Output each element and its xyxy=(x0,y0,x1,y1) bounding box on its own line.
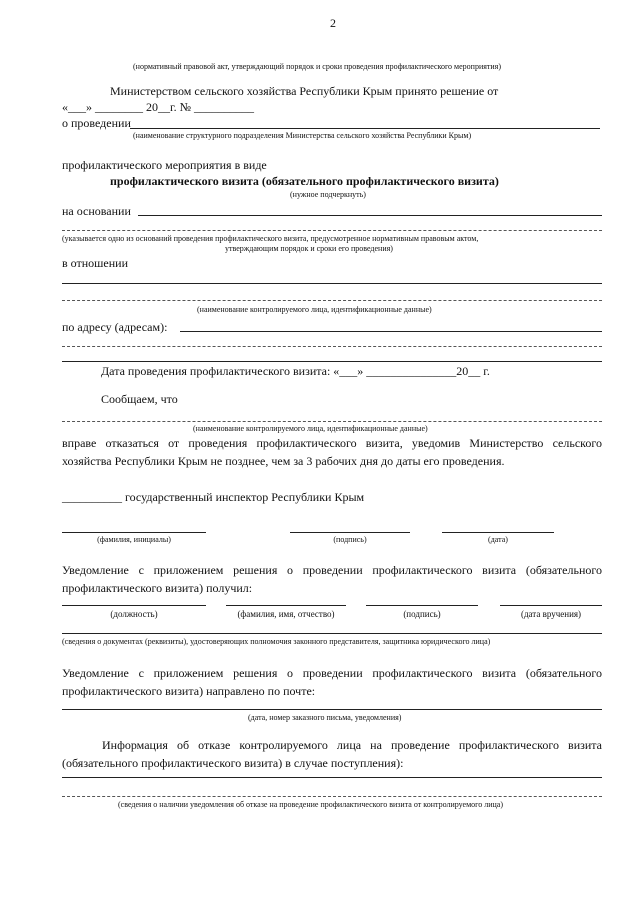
basis-underline xyxy=(138,215,602,216)
sig2-position-note: (должность) xyxy=(110,609,158,619)
sig2-date-note: (дата вручения) xyxy=(520,609,582,619)
basis-label: на основании xyxy=(62,204,131,218)
basis-note-2: утверждающим порядок и сроки его проведения) xyxy=(225,244,393,253)
address-underline-2 xyxy=(62,346,602,347)
inspector-line: __________ государственный инспектор Республики Крым xyxy=(62,490,365,504)
underline-note: (нужное подчеркнуть) xyxy=(290,190,366,199)
subdivision-note: (наименование структурного подразделения Министерства сельского хозяйства Республики Крым) xyxy=(133,131,472,140)
visit-date-line: Дата проведения профилактического визита: «___» _______________20__ г. xyxy=(101,364,490,378)
regarding-underline-1 xyxy=(62,283,602,284)
normative-act-note: (нормативный правовой акт, утверждающий порядок и сроки проведения профилактического мероприятия) xyxy=(133,62,502,71)
sig2-position-line xyxy=(62,605,206,606)
sig2-date-line xyxy=(500,605,602,606)
controlled-person-note: (наименование контролируемого лица, идентификационные данные) xyxy=(197,305,432,314)
controlled-person-note-2: (наименование контролируемого лица, идентификационные данные) xyxy=(193,424,428,433)
address-underline-1 xyxy=(180,331,602,332)
decision-date-line: «___» ________ 20__г. № __________ xyxy=(62,100,255,114)
conducting-label: о проведении xyxy=(62,116,131,130)
sig2-signature-line xyxy=(366,605,478,606)
refusal-info-note: (сведения о наличии уведомления об отказе на проведение профилактического визита от контролируемого лица) xyxy=(118,800,504,809)
sig2-fullname-line xyxy=(226,605,346,606)
event-kind-line: профилактического мероприятия в виде xyxy=(62,158,267,172)
representative-note: (сведения о документах (реквизиты), удостоверяющих полномочия законного представителя, защитника юридического лица) xyxy=(62,637,491,646)
visit-type-line: профилактического визита (обязательного профилактического визита) xyxy=(110,174,499,188)
received-text: Уведомление с приложением решения о проведении профилактического визита (обязательного профилактического визита) получил: xyxy=(62,563,602,595)
sig2-signature-note: (подпись) xyxy=(403,609,441,619)
refusal-info-text: Информация об отказе контролируемого лица на проведение профилактического визита (обязательного профилактического визита) в случае поступления): xyxy=(62,738,602,770)
decision-line: Министерством сельского хозяйства Республики Крым принято решение от xyxy=(110,84,499,98)
refusal-info-underline-2 xyxy=(62,796,602,797)
sig1-signature-line xyxy=(290,532,410,533)
refusal-info-underline-1 xyxy=(62,777,602,778)
basis-underline-2 xyxy=(62,230,602,231)
refusal-right-text: вправе отказаться от проведения профилактического визита, уведомив Министерство сельского хозяйства Республики Крым не позднее, чем за 3 рабочих дня до даты его проведения. xyxy=(62,436,602,468)
sig1-date-line xyxy=(442,532,554,533)
sig1-name-line xyxy=(62,532,206,533)
address-label: по адресу (адресам): xyxy=(62,320,168,334)
address-underline-3 xyxy=(62,361,602,362)
basis-note-1: (указывается одно из оснований проведения профилактического визита, предусмотренное нормативным правовым актом, xyxy=(62,234,479,243)
mail-note: (дата, номер заказного письма, уведомления) xyxy=(248,713,402,722)
mailed-text: Уведомление с приложением решения о проведении профилактического визита (обязательного профилактического визита) направлено по почте: xyxy=(62,666,602,698)
inform-underline xyxy=(62,421,602,422)
regarding-underline-2 xyxy=(62,300,602,301)
sig2-fullname-note: (фамилия, имя, отчество) xyxy=(237,609,335,619)
sig1-date-note: (дата) xyxy=(488,535,508,544)
subdivision-underline xyxy=(130,128,600,129)
representative-underline xyxy=(62,633,602,634)
regarding-label: в отношении xyxy=(62,256,129,270)
sig1-signature-note: (подпись) xyxy=(333,535,367,544)
mailed-underline xyxy=(62,709,602,710)
page-number: 2 xyxy=(330,16,336,30)
sig1-name-note: (фамилия, инициалы) xyxy=(97,535,171,544)
inform-label: Сообщаем, что xyxy=(101,392,178,406)
